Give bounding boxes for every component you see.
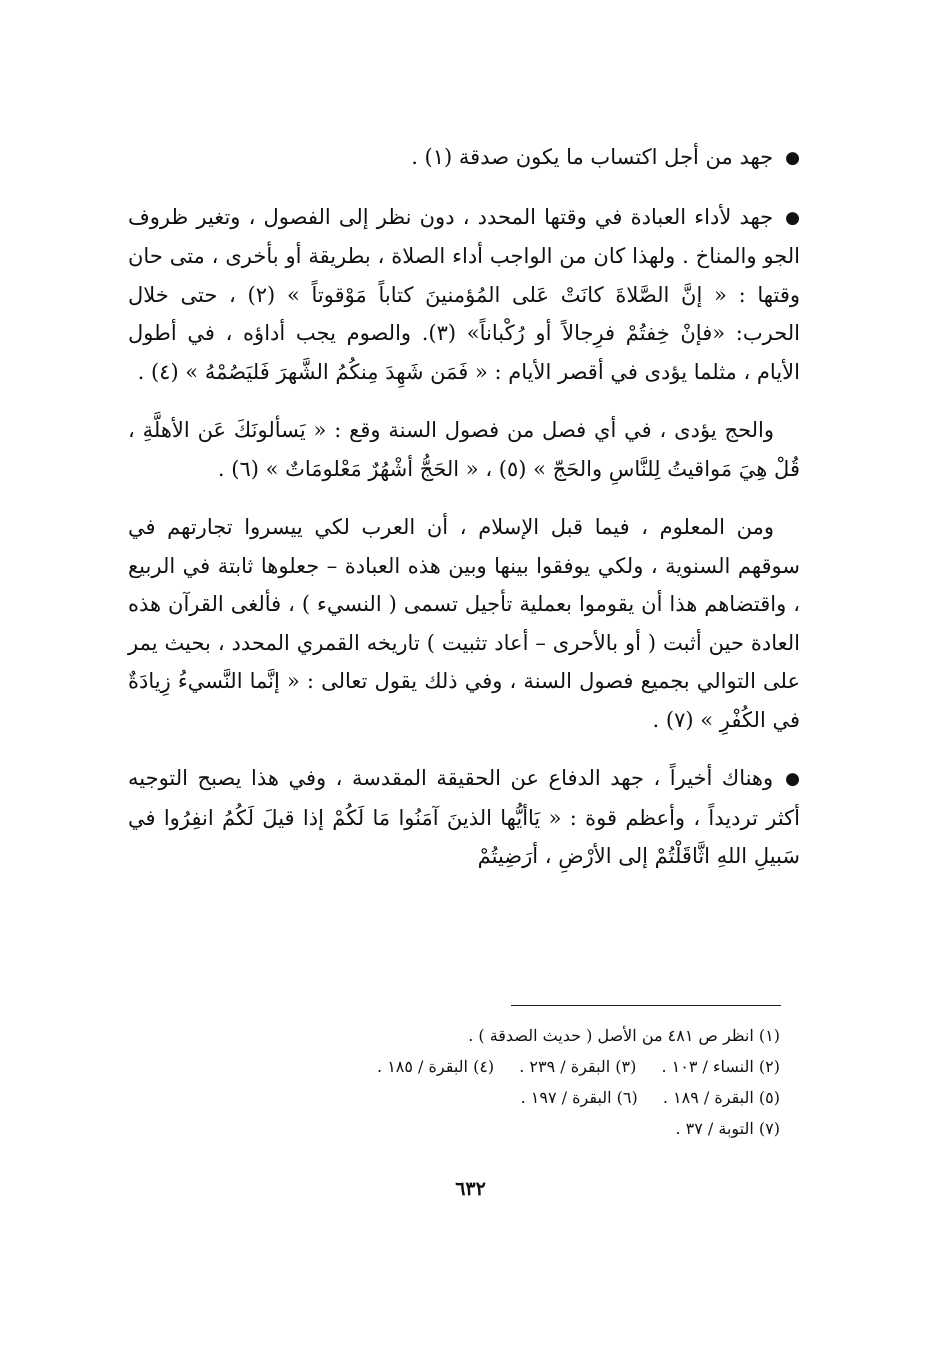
footnote-2: (٢) النساء / ١٠٣ . [661, 1057, 780, 1076]
footnote-line [160, 1082, 780, 1113]
paragraph-text: وهناك أخيراً ، جهد الدفاع عن الحقيقة المقدسة ، وفي هذا يصبح التوجيه أكثر ترديداً ، وأعظم قوة : « يَاأيُّها الذينَ آمَنُوا مَا لَكُمْ إذا قيلَ لَكُمُ انفِرُوا في سَبيلِ اللهِ اثَّاقَلْتُمْ إلى الأرْضِ ، أرَضِيتُمْ [128, 766, 800, 868]
footnote-6: (٦) البقرة / ١٩٧ . [520, 1088, 638, 1107]
paragraph-5 [128, 759, 800, 876]
paragraph-1 [128, 138, 800, 178]
footnote-line [160, 1113, 780, 1144]
footnote-1: (١) انظر ص ٤٨١ من الأصل ( حديث الصدقة ) . [468, 1026, 780, 1045]
main-text [128, 138, 800, 896]
paragraph-text: ومن المعلوم ، فيما قبل الإسلام ، أن العرب لكي ييسروا تجارتهم في سوقهم السنوية ، ولكي يوفقوا بينها وبين هذه العبادة – جعلوها ثابتة في الربيع ، واقتضاهم هذا أن يقوموا بعملية تأجيل تسمى ( النسيء ) ، فألغى القرآن هذه العادة حين أثبت ( أو بالأحرى – أعاد تثبيت ) تاريخه القمري المحدد ، بحيث يمر على التوالي بجميع فصول السنة ، وفي ذلك يقول تعالى : « إنَّما النَّسيءُ زِيادَةٌ في الكُفْرِ » (٧) . [128, 515, 800, 732]
page-number: ٦٣٢ [455, 1178, 486, 1200]
footnote-5: (٥) البقرة / ١٨٩ . [662, 1088, 780, 1107]
paragraph-3 [128, 411, 800, 488]
footnote-line [160, 1051, 780, 1082]
bullet-icon: ● [785, 769, 800, 789]
bullet-icon: ● [785, 148, 800, 168]
footnote-divider [511, 1005, 781, 1006]
paragraph-text: جهد من أجل اكتساب ما يكون صدقة (١) . [411, 145, 774, 169]
bullet-icon: ● [785, 207, 800, 228]
paragraph-2 [128, 198, 800, 392]
footnote-3: (٣) البقرة / ٢٣٩ . [519, 1057, 637, 1076]
footnote-4: (٤) البقرة / ١٨٥ . [377, 1057, 495, 1076]
paragraph-4 [128, 508, 800, 739]
footnote-7: (٧) التوبة / ٣٧ . [675, 1119, 780, 1138]
paragraph-text: جهد لأداء العبادة في وقتها المحدد ، دون نظر إلى الفصول ، وتغير ظروف الجو والمناخ . ولهذا كان من الواجب أداء الصلاة ، بطريقة أو بأخرى ، متى حان وقتها : « إنَّ الصَّلاةَ كانَتْ عَلى المُؤمنينَ كتاباً مَوْقوتاً » (٢) ، حتى خلال الحرب: «فإنْ خِفتُمْ فرِجالاً أو رُكْباناً» (٣). والصوم يجب أداؤه ، في أطول الأيام ، مثلما يؤدى في أقصر الأيام : « فَمَن شَهِدَ مِنكُمُ الشَّهرَ فَليَصُمْهُ » (٤) . [128, 204, 800, 384]
footnotes [160, 1020, 780, 1144]
footnote-line [160, 1020, 780, 1051]
paragraph-text: والحج يؤدى ، في أي فصل من فصول السنة وقع : « يَسألونَكَ عَن الأهلَّةِ ، قُلْ هِيَ مَواقيتُ لِلنَّاسِ والحَجّ » (٥) ، « الحَجُّ أشْهُرٌ مَعْلومَاتٌ » (٦) . [128, 418, 800, 481]
